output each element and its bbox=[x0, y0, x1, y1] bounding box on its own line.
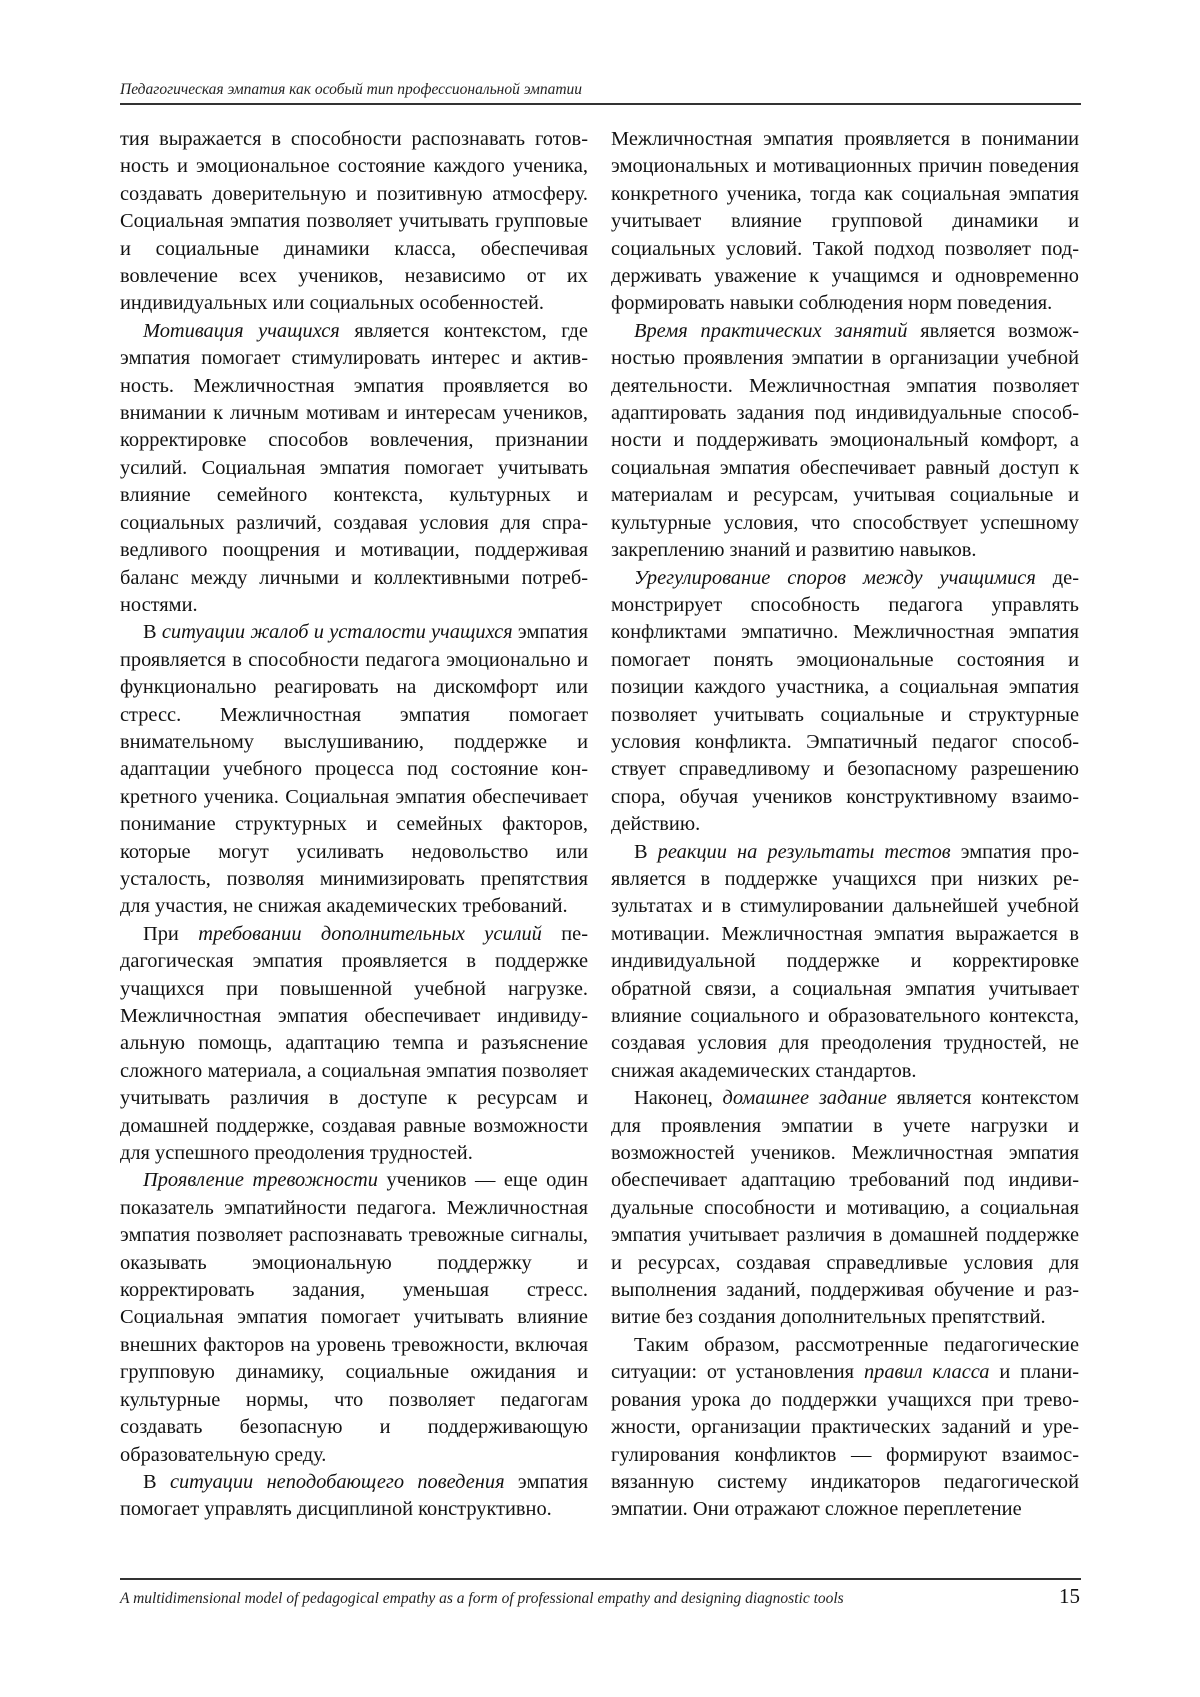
paragraph: В ситуации неподобающего поведения эмпатия помогает управлять дисциплиной конструктивно. bbox=[120, 1470, 588, 1521]
paragraph: Мотивация учащихся является контекстом, где эмпатия помогает стимулировать интерес и активность. Межличностная эмпатия проявляется во внимании к личным мотивам и интересам учеников, корректировке способов вовлечения, признании усилий. Социальная эмпатия помогает учитывать влияние семейного контекста, культурных и социальных различий, создавая условия для справедливого поощрения и мотивации, поддерживая баланс между личными и коллективными потребностями. bbox=[120, 319, 588, 616]
right-column bbox=[611, 126, 1079, 1524]
paragraph: При требовании дополнительных усилий педагогическая эмпатия проявляется в поддержке учащихся при повышенной учебной нагрузке. Межличностная эмпатия обеспечивает индивидуальную помощь, адаптацию темпа и разъяснение сложного материала, а социальная эмпатия позволяет учитывать различия в доступе к ресурсам и домашней поддержке, создавая равные возможности для успешного преодоления трудностей. bbox=[120, 922, 588, 1165]
italic-term: правил класса bbox=[863, 1361, 990, 1384]
italic-term: домашнее задание bbox=[722, 1087, 887, 1110]
paragraph-text: Межличностная эмпатия проявляется в понимании эмоциональных и мотивационных причин поведения конкретного ученика, тогда как социальная эмпатия учитывает влияние групповой динамики и социальных условий. Такой подход позволяет поддерживать уважение к учащимся и одновременно формировать навыки соблюдения норм поведения. bbox=[611, 128, 1079, 315]
paragraph: Проявление тревожности учеников — еще один показатель эмпатийности педагога. Межличностная эмпатия позволяет распознавать тревожные сигналы, оказывать эмоциональную поддержку и корректировать задания, уменьшая стресс. Социальная эмпатия помогает учитывать влияние внешних факторов на уровень тревожности, включая групповую динамику, социальные ожидания и культурные нормы, что позволяет педагогам создавать безопасную и поддерживающую образовательную среду. bbox=[120, 1169, 588, 1466]
italic-term: Проявление тревожности bbox=[143, 1169, 378, 1192]
italic-term: требовании дополнительных усилий bbox=[198, 922, 542, 945]
italic-term: Урегулирование споров между учащимися bbox=[634, 566, 1036, 589]
paragraph bbox=[120, 126, 588, 318]
italic-term: ситуации жалоб и усталости учащихся bbox=[161, 621, 513, 644]
running-header: Педагогическая эмпатия как особый тип профессиональной эмпатии bbox=[120, 81, 583, 98]
paragraph: Время практических занятий является возможностью проявления эмпатии в организации учебной деятельности. Межличностная эмпатия позволяет адаптировать задания под индивидуальные способности и поддерживать эмоциональный комфорт, а социальная эмпатия обеспечивает равный доступ к материалам и ресурсам, учитывая социальные и культурные условия, что способствует успешному закреплению знаний и развитию навыков. bbox=[611, 319, 1079, 562]
paragraph: В реакции на результаты тестов эмпатия проявляется в поддержке учащихся при низких результатах и в стимулировании дальнейшей учебной мотивации. Межличностная эмпатия выражается в индивидуальной поддержке и корректировке обратной связи, а социальная эмпатия учитывает влияние социального и образовательного контекста, создавая условия для преодоления трудностей, не снижая академических стандартов. bbox=[611, 840, 1079, 1082]
italic-term: Мотивация учащихся bbox=[143, 319, 340, 342]
italic-term: ситуации неподобающего поведения bbox=[169, 1470, 505, 1493]
left-column bbox=[120, 126, 588, 1524]
paragraph: Таким образом, рассмотренные педагогические ситуации: от установления правил класса и планирования урока до поддержки учащихся при тревожности, организации практических заданий и урегулирования конфликтов — формируют взаимосвязанную систему индикаторов педагогической эмпатии. Они отражают сложное переплетение bbox=[611, 1333, 1080, 1521]
page-number: 15 bbox=[1059, 1584, 1080, 1608]
paragraph-text: тия выражается в способности распознавать готовность и эмоциональное состояние каждого ученика, создавать доверительную и позитивную атмосферу. Социальная эмпатия позволяет учитывать групповые и социальные динамики класса, обеспечивая вовлечение всех учеников, независимо от их индивидуальных или социальных особенностей. bbox=[120, 128, 588, 315]
paragraph: В ситуации жалоб и усталости учащихся эмпатия проявляется в способности педагога эмоционально и функционально реагировать на дискомфорт или стресс. Межличностная эмпатия помогает внимательному выслушиванию, поддержке и адаптации учебного процесса под состояние конкретного ученика. Социальная эмпатия обеспечивает понимание структурных и семейных факторов, которые могут усиливать недовольство или усталость, позволяя минимизировать препятствия для участия, не снижая академических требований. bbox=[120, 621, 588, 918]
header-rule bbox=[120, 103, 1081, 105]
footer-rule bbox=[120, 1578, 1081, 1580]
running-footer: A multidimensional model of pedagogical empathy as a form of professional empathy and designing diagnostic tools bbox=[120, 1590, 844, 1607]
italic-term: реакции на результаты тестов bbox=[657, 840, 951, 863]
paragraph: Урегулирование споров между учащимися демонстрирует способность педагога управлять конфликтами эмпатично. Межличностная эмпатия помогает понять эмоциональные состояния и позиции каждого участника, а социальная эмпатия позволяет учитывать социальные и структурные условия конфликта. Эмпатичный педагог способствует справедливому и безопасному разрешению спора, обучая учеников конструктивному взаимодействию. bbox=[611, 566, 1079, 836]
italic-term: Время практических занятий bbox=[634, 319, 908, 342]
paragraph: Наконец, домашнее задание является контекстом для проявления эмпатии в учете нагрузки и возможностей учеников. Межличностная эмпатия обеспечивает адаптацию требований под индивидуальные способности и мотивацию, а социальная эмпатия учитывает различия в домашней поддержке и ресурсах, создавая справедливые условия для выполнения заданий, поддерживая обучение и развитие без создания дополнительных препятствий. bbox=[611, 1087, 1079, 1329]
paragraph bbox=[611, 126, 1079, 318]
